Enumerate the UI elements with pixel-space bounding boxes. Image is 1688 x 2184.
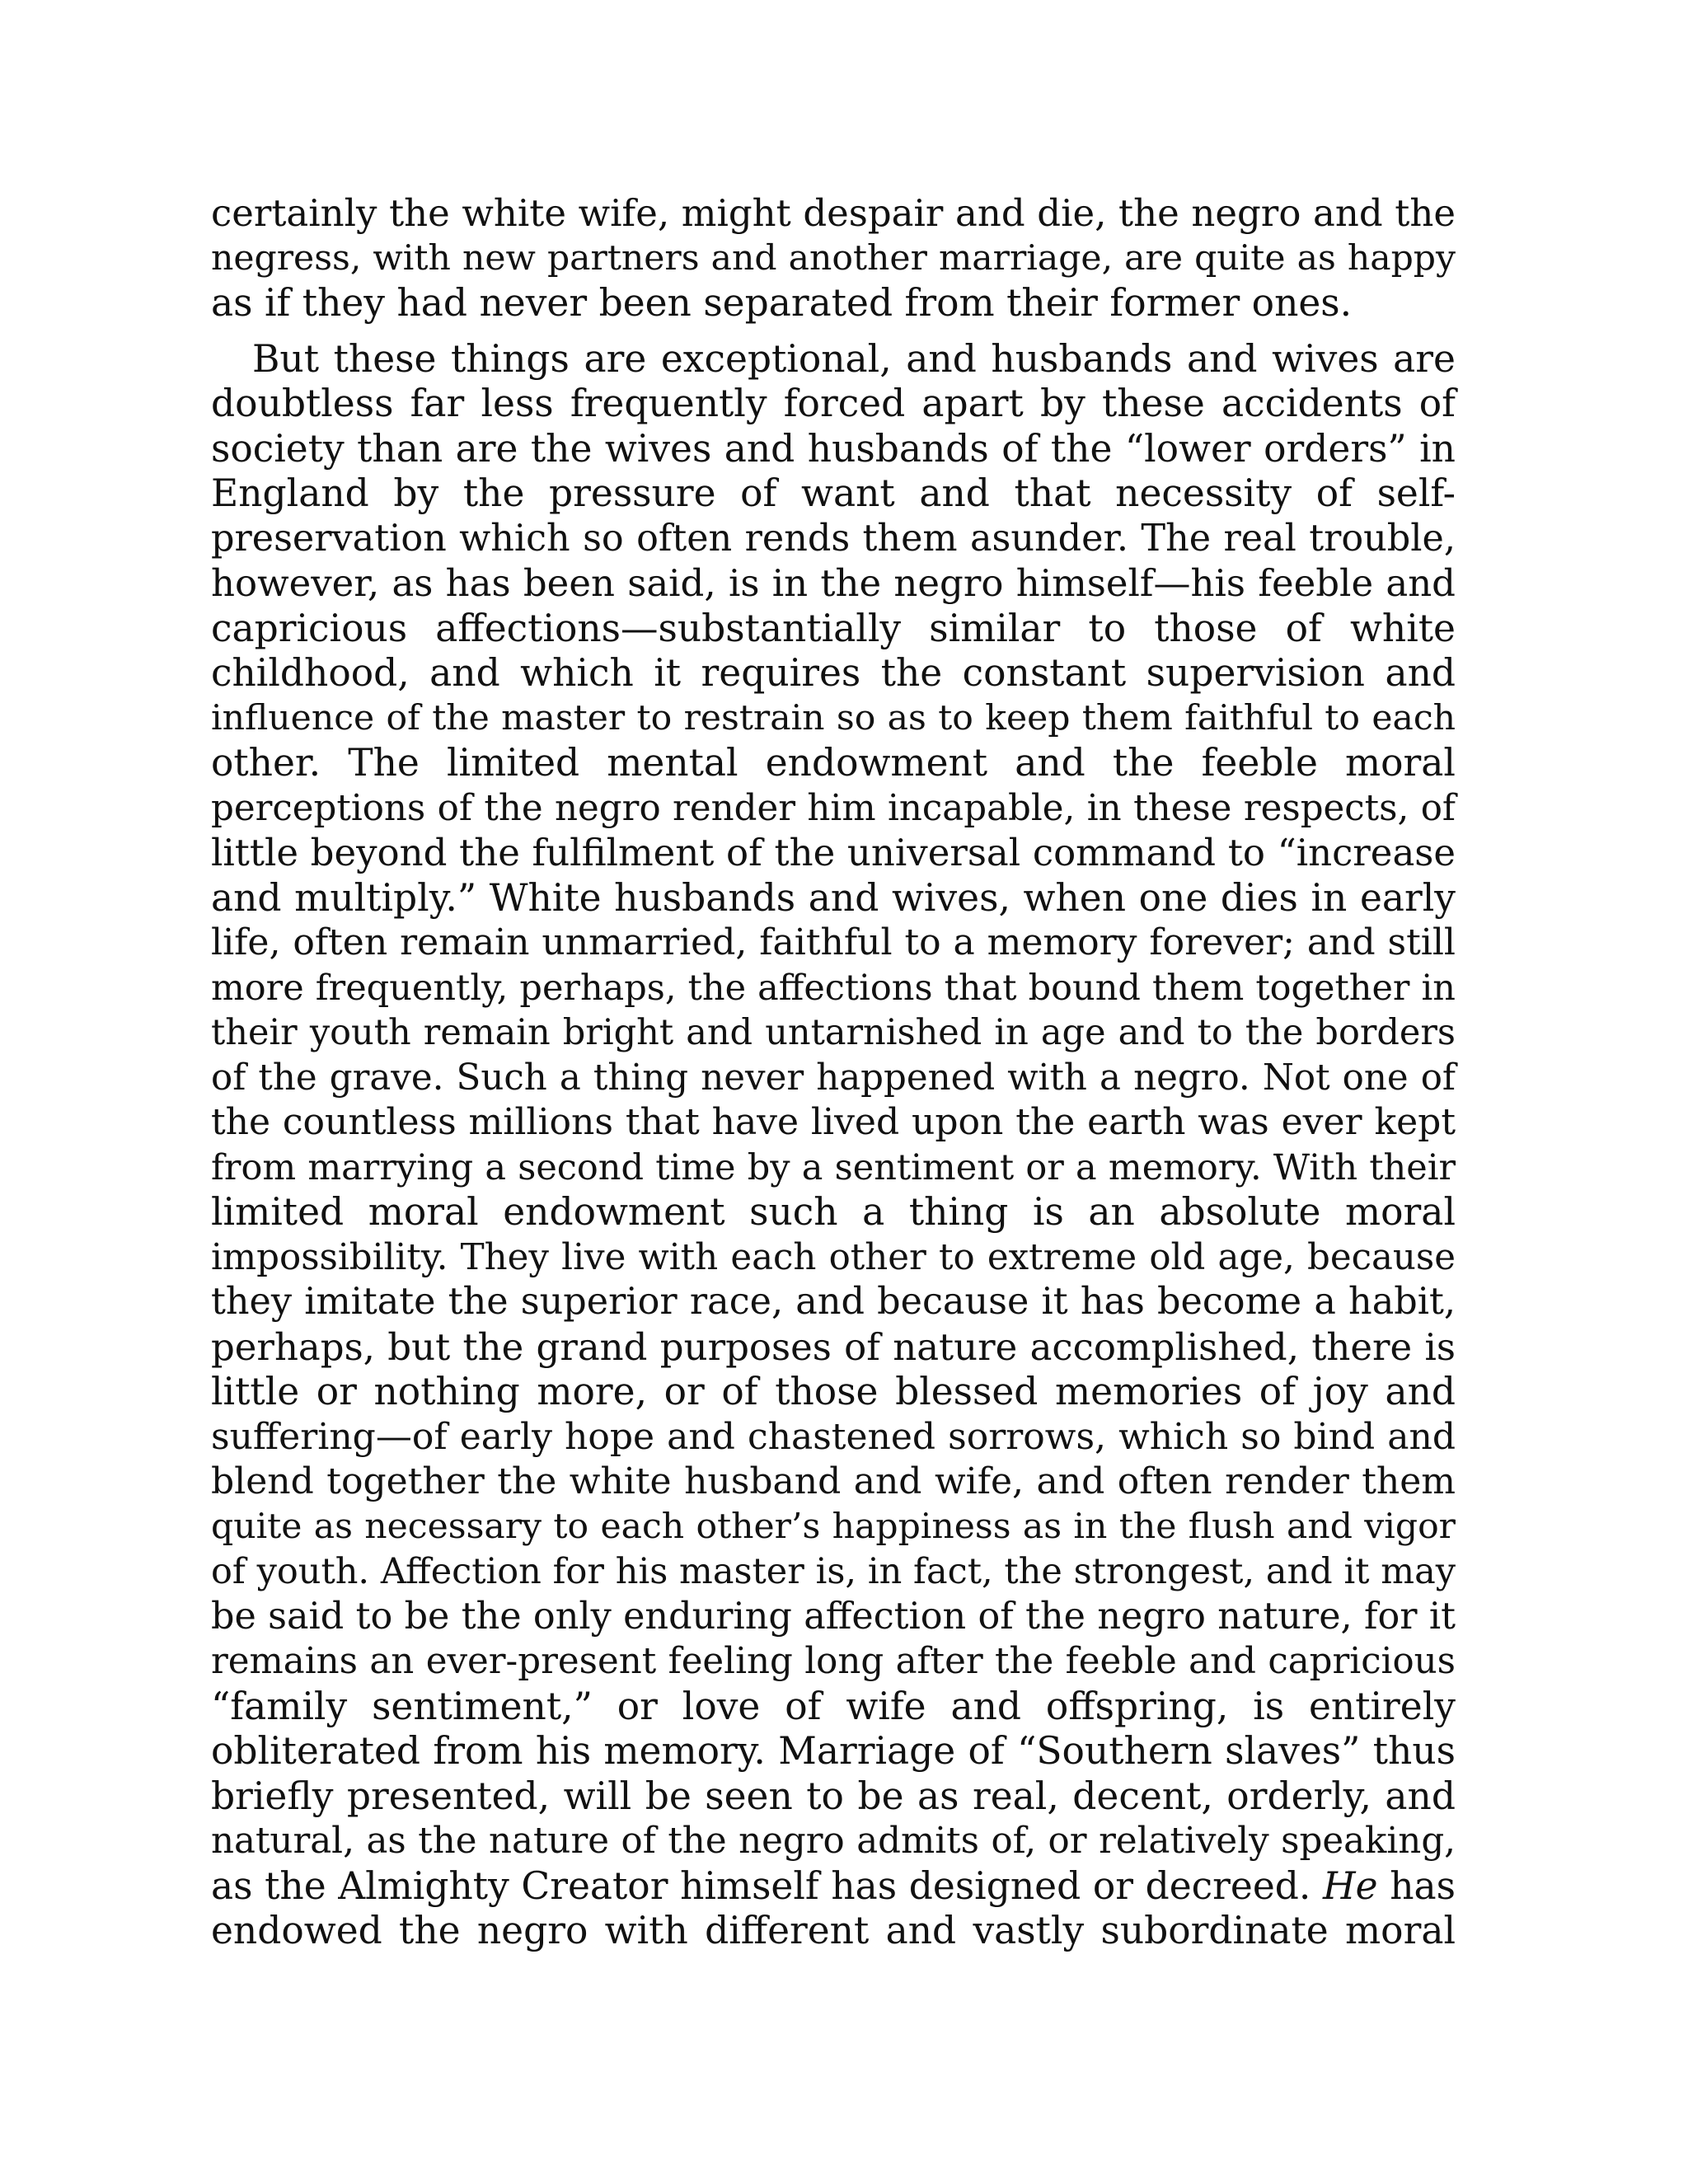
text-line: perceptions of the negro render him incapable, in these respects, of: [211, 787, 1456, 829]
paragraph-1: [211, 191, 1456, 326]
text-line-with-emphasis: [211, 1864, 1456, 1910]
paragraph-2: [211, 337, 1456, 1954]
text-line-end: has: [1377, 1863, 1456, 1908]
text-line: from marrying a second time by a sentiment or a memory. With their: [211, 1146, 1456, 1188]
text-line: remains an ever-present feeling long after the feeble and capricious: [211, 1641, 1456, 1682]
text-line: doubtless far less frequently forced apart by these accidents of: [211, 382, 1456, 425]
text-line-start: as the Almighty Creator himself has designed or decreed.: [211, 1863, 1311, 1908]
text-line: negress, with new partners and another marriage, are quite as happy: [211, 237, 1456, 279]
text-line: society than are the wives and husbands of the “lower orders” in: [211, 426, 1456, 471]
text-line: But these things are exceptional, and husbands and wives are: [252, 336, 1456, 381]
text-line: certainly the white wife, might despair and die, the negro and the: [211, 191, 1456, 235]
text-line: England by the pressure of want and that necessity of self-: [211, 471, 1456, 515]
text-line: impossibility. They live with each other to extreme old age, because: [211, 1236, 1456, 1278]
text-line: be said to be the only enduring affection of the negro nature, for it: [211, 1595, 1456, 1638]
text-line: life, often remain unmarried, faithful to a memory forever; and still: [211, 921, 1456, 963]
text-line: they imitate the superior race, and because it has become a habit,: [211, 1281, 1456, 1323]
emphasis-word: He: [1322, 1863, 1378, 1908]
text-line: the countless millions that have lived upon the earth was ever kept: [211, 1101, 1456, 1143]
text-line: of youth. Affection for his master is, in fact, the strongest, and it may: [211, 1551, 1456, 1592]
text-line: and multiply.” White husbands and wives, when one dies in early: [211, 875, 1456, 920]
text-line: blend together the white husband and wife, and often render them: [211, 1460, 1456, 1502]
text-line: as if they had never been separated from their former ones.: [211, 281, 1353, 325]
paragraph-gap: [211, 326, 1456, 337]
text-line: quite as necessary to each other’s happiness as in the flush and vigor: [211, 1506, 1456, 1547]
text-line: of the grave. Such a thing never happened with a negro. Not one of: [211, 1057, 1456, 1099]
document-page: [211, 191, 1456, 1954]
text-line: childhood, and which it requires the constant supervision and: [211, 651, 1456, 695]
text-line: obliterated from his memory. Marriage of “Southern slaves” thus: [211, 1729, 1456, 1773]
text-line: capricious affections—substantially similar to those of white: [211, 606, 1456, 650]
text-line: little or nothing more, or of those blessed memories of joy and: [211, 1370, 1456, 1413]
text-line: preservation which so often rends them asunder. The real trouble,: [211, 517, 1456, 560]
text-line: however, as has been said, is in the negro himself—his feeble and: [211, 561, 1456, 605]
text-line: “family sentiment,” or love of wife and offspring, is entirely: [211, 1684, 1456, 1728]
text-line: natural, as the nature of the negro admits of, or relatively speaking,: [211, 1821, 1456, 1862]
text-line: perhaps, but the grand purposes of nature accomplished, there is: [211, 1324, 1456, 1369]
text-line: their youth remain bright and untarnished in age and to the borders: [211, 1012, 1456, 1053]
text-line: limited moral endowment such a thing is an absolute moral: [211, 1190, 1456, 1234]
text-line: influence of the master to restrain so as to keep them faithful to each: [211, 697, 1456, 738]
text-line: other. The limited mental endowment and the feeble moral: [211, 741, 1456, 785]
text-line: briefly presented, will be seen to be as real, decent, orderly, and: [211, 1774, 1456, 1818]
text-line: suffering—of early hope and chastened sorrows, which so bind and: [211, 1415, 1456, 1458]
text-line: little beyond the fulfilment of the universal command to “increase: [211, 831, 1456, 874]
text-line: endowed the negro with different and vastly subordinate moral: [211, 1909, 1456, 1952]
text-line: more frequently, perhaps, the affections that bound them together in: [211, 967, 1456, 1009]
